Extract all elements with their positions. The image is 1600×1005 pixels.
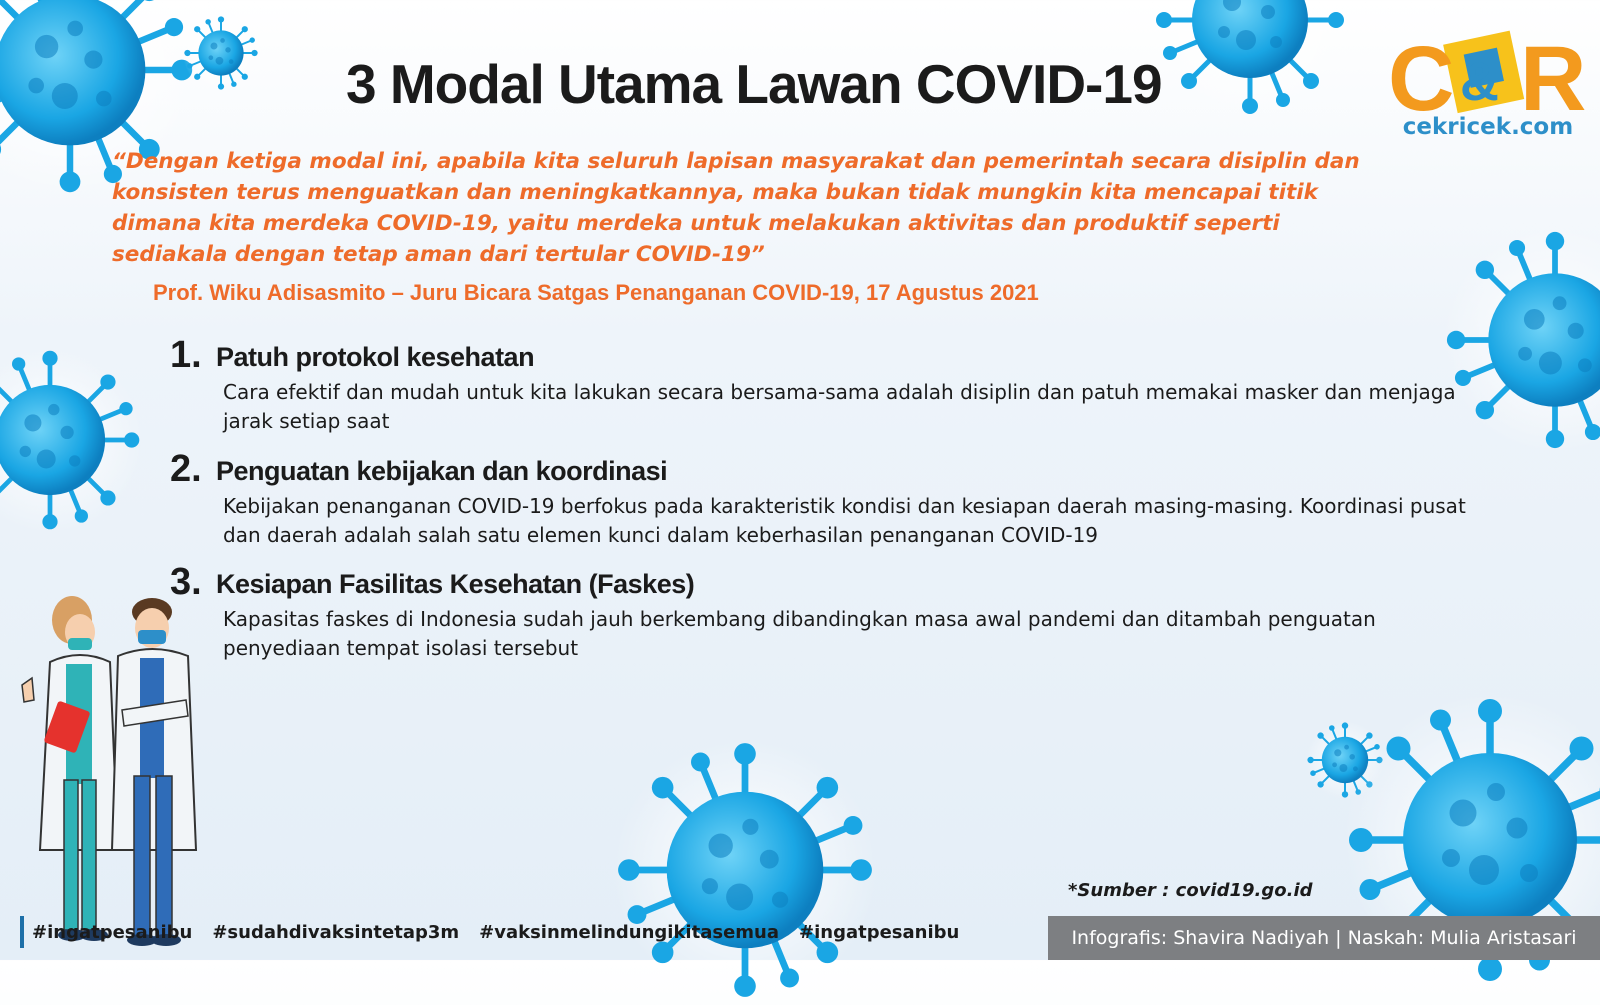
- point-item-1: [170, 334, 1500, 444]
- point-title: Penguatan kebijakan dan koordinasi: [216, 456, 668, 486]
- point-title: Kesiapan Fasilitas Kesehatan (Faskes): [216, 569, 695, 599]
- point-number: 1.: [170, 334, 202, 376]
- point-description: Kebijakan penanganan COVID-19 berfokus pada karakteristik kondisi dan kesiapan daerah masing-masing. Koordinasi pusat dan daerah adalah salah satu elemen kunci dalam keberhasilan penanganan COVID-19: [223, 494, 1466, 547]
- logo-letter-c: C: [1388, 28, 1455, 118]
- point-item-2: [170, 448, 1500, 558]
- brand-logo: [1388, 28, 1588, 148]
- logo-mark: [1388, 28, 1588, 118]
- virus-illustration: [0, 345, 145, 535]
- hashtag: #sudahdivaksintetap3m: [212, 921, 460, 943]
- source-note: *Sumber : covid19.go.id: [1068, 880, 1313, 901]
- virus-illustration: [182, 14, 260, 92]
- hashtag: #ingatpesanibu: [32, 921, 193, 943]
- credits-bar: Infografis: Shavira Nadiyah | Naskah: Mulia Aristasari: [1048, 916, 1600, 960]
- point-number: 2.: [170, 448, 202, 490]
- page-title: 3 Modal Utama Lawan COVID-19: [346, 53, 1162, 115]
- hashtag: #ingatpesanibu: [799, 921, 960, 943]
- quote-text: “Dengan ketiga modal ini, apabila kita seluruh lapisan masyarakat dan pemerintah secara disiplin dan konsisten terus menguatkan dan meningkatkannya, maka bukan tidak mungkin kita mencapai titik dimana kita merdeka COVID-19, yaitu merdeka untuk melakukan aktivitas dan produktif seperti sediakala dengan tetap aman dari tertular COVID-19”: [112, 149, 1360, 267]
- hashtag: #vaksinmelindungikitasemua: [479, 921, 779, 943]
- point-number: 3.: [170, 561, 202, 603]
- logo-ampersand: &: [1460, 52, 1499, 112]
- point-item-3: [170, 561, 1500, 671]
- point-description: Cara efektif dan mudah untuk kita lakukan secara bersama-sama adalah disiplin dan patuh memakai masker dan menjaga jarak setiap saat: [223, 380, 1456, 433]
- doctors-illustration: [10, 590, 220, 960]
- logo-letter-r: R: [1520, 28, 1587, 118]
- virus-illustration: [1150, 0, 1350, 120]
- virus-illustration: [610, 735, 880, 1005]
- point-title: Patuh protokol kesehatan: [216, 342, 535, 372]
- quote-attribution: Prof. Wiku Adisasmito – Juru Bicara Satgas Penanganan COVID-19, 17 Agustus 2021: [153, 280, 1039, 305]
- point-description: Kapasitas faskes di Indonesia sudah jauh berkembang dibandingkan masa awal pandemi dan ditambah penguatan penyediaan tempat isolasi tersebut: [223, 607, 1376, 660]
- hashtag-bar: [20, 916, 1052, 948]
- logo-domain: cekricek.com: [1402, 114, 1574, 140]
